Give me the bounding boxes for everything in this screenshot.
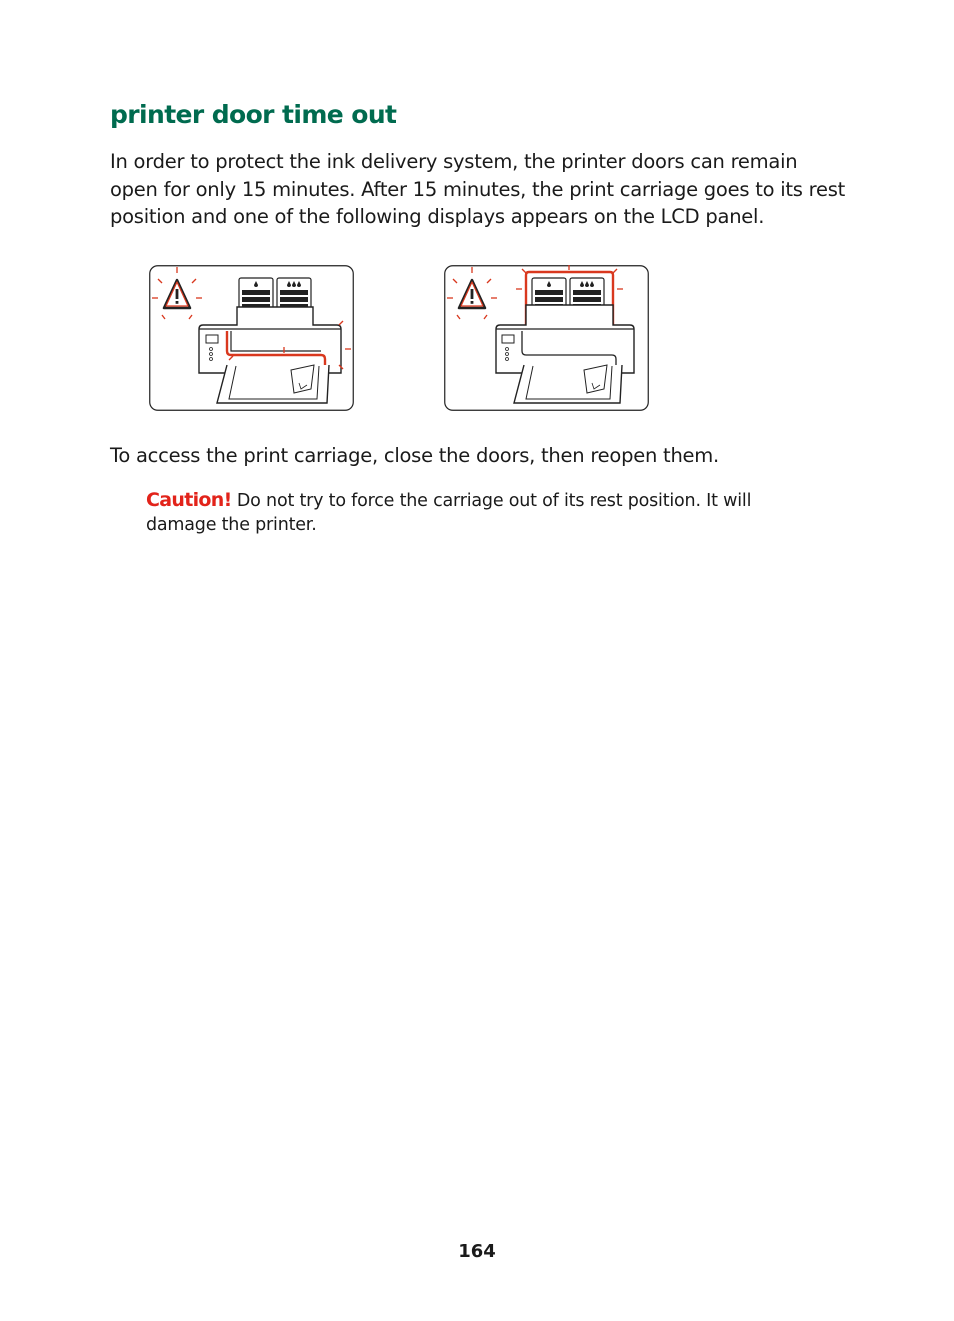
intro-paragraph: In order to protect the ink delivery system, the printer doors can remain open for only 15 minutes. After 15 minutes, the print carriage goes to its rest position and one of the following displays appears on the LCD panel.	[110, 150, 846, 228]
page-number: 164	[458, 1241, 496, 1262]
lcd-display-top-door	[444, 265, 649, 411]
page-title: printer door time out	[110, 100, 397, 129]
access-instructions: To access the print carriage, close the doors, then reopen them.	[110, 444, 719, 467]
caution-label: Caution!	[146, 489, 232, 511]
caution-note	[146, 488, 786, 537]
caution-text: Do not try to force the carriage out of its rest position. It will damage the printer.	[146, 491, 752, 535]
lcd-display-front-door	[149, 265, 354, 411]
